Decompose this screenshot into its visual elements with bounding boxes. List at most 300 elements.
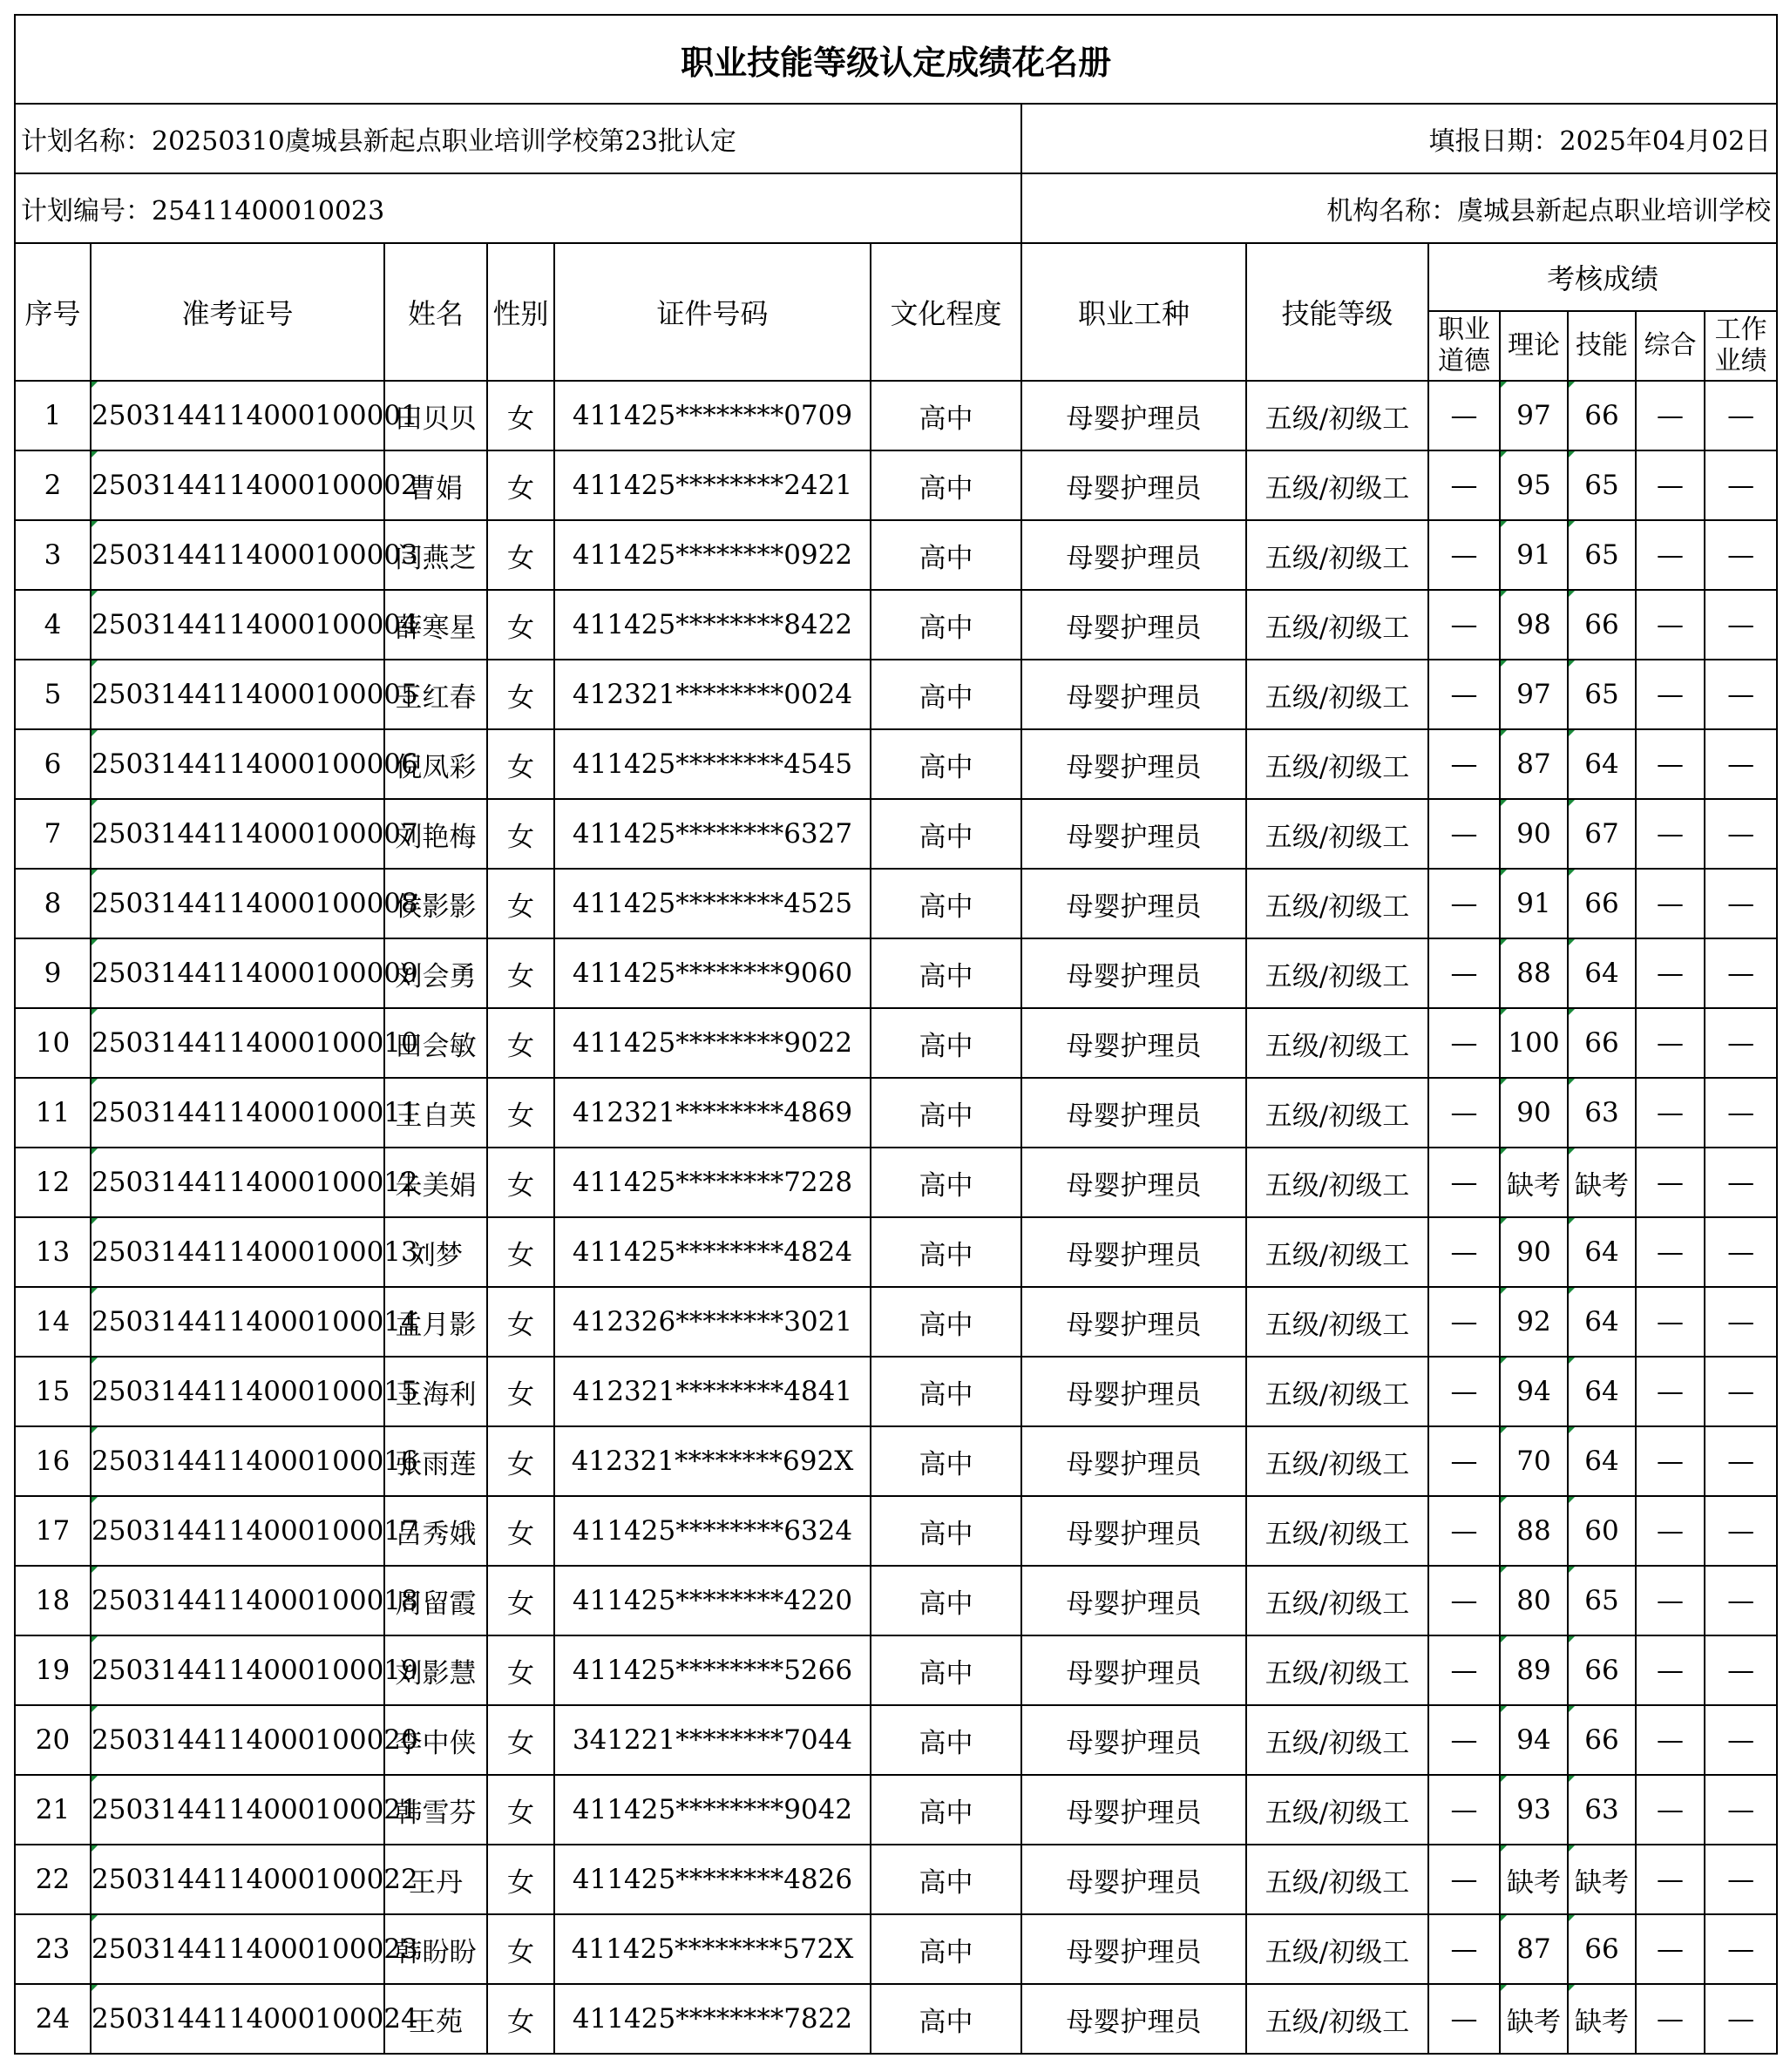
cell-skill: 65: [1568, 450, 1636, 520]
cell-index: 8: [15, 869, 91, 938]
cell-index: 17: [15, 1496, 91, 1566]
cell-occupation: 母婴护理员: [1021, 1984, 1246, 2054]
cell-skill: 65: [1568, 1566, 1636, 1635]
cell-skill: 66: [1568, 1635, 1636, 1705]
cell-ethics: —: [1428, 381, 1500, 450]
cell-name: 孟月影: [384, 1287, 487, 1357]
cell-level: 五级/初级工: [1246, 938, 1428, 1008]
cell-level: 五级/初级工: [1246, 520, 1428, 590]
cell-theory: 90: [1500, 1217, 1568, 1287]
cell-id-number: 411425********572X: [554, 1914, 871, 1984]
cell-skill: 66: [1568, 1705, 1636, 1775]
cell-level: 五级/初级工: [1246, 590, 1428, 660]
cell-name: 张雨莲: [384, 1426, 487, 1496]
cell-gender: 女: [487, 1217, 554, 1287]
cell-performance: —: [1705, 381, 1777, 450]
cell-name: 韩盼盼: [384, 1914, 487, 1984]
cell-ethics: —: [1428, 1566, 1500, 1635]
cell-ethics: —: [1428, 520, 1500, 590]
cell-occupation: 母婴护理员: [1021, 381, 1246, 450]
cell-overall: —: [1636, 869, 1705, 938]
cell-level: 五级/初级工: [1246, 660, 1428, 729]
cell-level: 五级/初级工: [1246, 1287, 1428, 1357]
cell-name: 倪凤彩: [384, 729, 487, 799]
cell-performance: —: [1705, 869, 1777, 938]
cell-skill: 64: [1568, 1426, 1636, 1496]
plan-number: 计划编号：25411400010023: [15, 173, 1021, 243]
cell-index: 6: [15, 729, 91, 799]
cell-skill: 63: [1568, 1775, 1636, 1845]
cell-id-number: 412321********692X: [554, 1426, 871, 1496]
cell-occupation: 母婴护理员: [1021, 660, 1246, 729]
cell-index: 11: [15, 1078, 91, 1148]
cell-performance: —: [1705, 1566, 1777, 1635]
cell-theory: 100: [1500, 1008, 1568, 1078]
cell-id-number: 411425********8422: [554, 590, 871, 660]
cell-index: 20: [15, 1705, 91, 1775]
table-row: [15, 1635, 1777, 1705]
cell-name: 闫燕芝: [384, 520, 487, 590]
cell-occupation: 母婴护理员: [1021, 450, 1246, 520]
cell-skill: 60: [1568, 1496, 1636, 1566]
cell-skill: 64: [1568, 1357, 1636, 1426]
header-ticket: 准考证号: [91, 243, 384, 381]
cell-overall: —: [1636, 1357, 1705, 1426]
cell-ticket: 2503144114000100017: [91, 1496, 384, 1566]
cell-id-number: 341221********7044: [554, 1705, 871, 1775]
cell-gender: 女: [487, 1984, 554, 2054]
cell-performance: —: [1705, 1357, 1777, 1426]
cell-ethics: —: [1428, 450, 1500, 520]
cell-index: 24: [15, 1984, 91, 2054]
cell-id-number: 411425********7228: [554, 1148, 871, 1217]
cell-ethics: —: [1428, 1426, 1500, 1496]
cell-education: 高中: [871, 1008, 1021, 1078]
cell-ethics: —: [1428, 1008, 1500, 1078]
cell-name: 田会敏: [384, 1008, 487, 1078]
cell-name: 李中侠: [384, 1705, 487, 1775]
cell-education: 高中: [871, 1914, 1021, 1984]
cell-performance: —: [1705, 1496, 1777, 1566]
cell-index: 3: [15, 520, 91, 590]
org-name: 机构名称：虞城县新起点职业培训学校: [1021, 173, 1777, 243]
cell-overall: —: [1636, 1914, 1705, 1984]
cell-theory: 97: [1500, 660, 1568, 729]
cell-gender: 女: [487, 1426, 554, 1496]
cell-id-number: 411425********7822: [554, 1984, 871, 2054]
cell-theory: 92: [1500, 1287, 1568, 1357]
cell-education: 高中: [871, 1775, 1021, 1845]
cell-gender: 女: [487, 1845, 554, 1914]
cell-level: 五级/初级工: [1246, 1148, 1428, 1217]
cell-occupation: 母婴护理员: [1021, 938, 1246, 1008]
cell-id-number: 411425********9042: [554, 1775, 871, 1845]
cell-theory: 88: [1500, 938, 1568, 1008]
header-occupation: 职业工种: [1021, 243, 1246, 381]
cell-performance: —: [1705, 1845, 1777, 1914]
page-title: 职业技能等级认定成绩花名册: [15, 15, 1777, 104]
cell-name: 侯影影: [384, 869, 487, 938]
cell-level: 五级/初级工: [1246, 729, 1428, 799]
cell-id-number: 412326********3021: [554, 1287, 871, 1357]
cell-occupation: 母婴护理员: [1021, 1705, 1246, 1775]
cell-gender: 女: [487, 1078, 554, 1148]
cell-ethics: —: [1428, 938, 1500, 1008]
cell-name: 刘影慧: [384, 1635, 487, 1705]
cell-performance: —: [1705, 1705, 1777, 1775]
cell-skill: 66: [1568, 590, 1636, 660]
cell-ethics: —: [1428, 1705, 1500, 1775]
table-row: [15, 1357, 1777, 1426]
cell-overall: —: [1636, 381, 1705, 450]
cell-ticket: 2503144114000100015: [91, 1357, 384, 1426]
header-level: 技能等级: [1246, 243, 1428, 381]
cell-ethics: —: [1428, 1496, 1500, 1566]
cell-education: 高中: [871, 1078, 1021, 1148]
cell-theory: 缺考: [1500, 1845, 1568, 1914]
cell-education: 高中: [871, 520, 1021, 590]
table-row: [15, 450, 1777, 520]
cell-theory: 87: [1500, 1914, 1568, 1984]
cell-overall: —: [1636, 660, 1705, 729]
header-gender: 性别: [487, 243, 554, 381]
cell-level: 五级/初级工: [1246, 1775, 1428, 1845]
cell-gender: 女: [487, 1148, 554, 1217]
cell-ticket: 2503144114000100022: [91, 1845, 384, 1914]
cell-gender: 女: [487, 1775, 554, 1845]
cell-education: 高中: [871, 1845, 1021, 1914]
cell-gender: 女: [487, 590, 554, 660]
cell-skill: 67: [1568, 799, 1636, 869]
cell-id-number: 412321********0024: [554, 660, 871, 729]
cell-education: 高中: [871, 799, 1021, 869]
cell-level: 五级/初级工: [1246, 1984, 1428, 2054]
cell-education: 高中: [871, 1635, 1021, 1705]
cell-name: 王丹: [384, 1845, 487, 1914]
cell-education: 高中: [871, 381, 1021, 450]
cell-education: 高中: [871, 1287, 1021, 1357]
cell-gender: 女: [487, 729, 554, 799]
cell-skill: 66: [1568, 1008, 1636, 1078]
cell-ticket: 2503144114000100003: [91, 520, 384, 590]
cell-education: 高中: [871, 450, 1021, 520]
cell-occupation: 母婴护理员: [1021, 1078, 1246, 1148]
cell-id-number: 411425********4826: [554, 1845, 871, 1914]
cell-level: 五级/初级工: [1246, 1705, 1428, 1775]
cell-performance: —: [1705, 1148, 1777, 1217]
cell-education: 高中: [871, 729, 1021, 799]
table-row: [15, 660, 1777, 729]
cell-ethics: —: [1428, 869, 1500, 938]
cell-education: 高中: [871, 1496, 1021, 1566]
cell-name: 王苑: [384, 1984, 487, 2054]
cell-performance: —: [1705, 590, 1777, 660]
cell-theory: 缺考: [1500, 1984, 1568, 2054]
cell-theory: 97: [1500, 381, 1568, 450]
cell-ticket: 2503144114000100001: [91, 381, 384, 450]
cell-id-number: 411425********2421: [554, 450, 871, 520]
cell-overall: —: [1636, 1217, 1705, 1287]
cell-index: 2: [15, 450, 91, 520]
cell-education: 高中: [871, 1566, 1021, 1635]
table-row: [15, 1845, 1777, 1914]
cell-skill: 64: [1568, 1217, 1636, 1287]
cell-level: 五级/初级工: [1246, 1426, 1428, 1496]
cell-name: 田贝贝: [384, 381, 487, 450]
cell-performance: —: [1705, 1914, 1777, 1984]
cell-theory: 95: [1500, 450, 1568, 520]
cell-education: 高中: [871, 1426, 1021, 1496]
cell-ticket: 2503144114000100011: [91, 1078, 384, 1148]
cell-occupation: 母婴护理员: [1021, 1008, 1246, 1078]
cell-ticket: 2503144114000100014: [91, 1287, 384, 1357]
cell-theory: 91: [1500, 869, 1568, 938]
cell-ticket: 2503144114000100023: [91, 1914, 384, 1984]
cell-index: 12: [15, 1148, 91, 1217]
header-performance: 工作业绩: [1705, 311, 1777, 381]
cell-performance: —: [1705, 799, 1777, 869]
cell-overall: —: [1636, 520, 1705, 590]
cell-index: 13: [15, 1217, 91, 1287]
cell-theory: 94: [1500, 1357, 1568, 1426]
cell-index: 18: [15, 1566, 91, 1635]
cell-index: 9: [15, 938, 91, 1008]
cell-name: 朱美娟: [384, 1148, 487, 1217]
cell-level: 五级/初级工: [1246, 1217, 1428, 1287]
cell-skill: 65: [1568, 660, 1636, 729]
cell-ticket: 2503144114000100008: [91, 869, 384, 938]
cell-level: 五级/初级工: [1246, 869, 1428, 938]
cell-ethics: —: [1428, 660, 1500, 729]
cell-ticket: 2503144114000100004: [91, 590, 384, 660]
cell-occupation: 母婴护理员: [1021, 590, 1246, 660]
cell-ethics: —: [1428, 799, 1500, 869]
cell-skill: 66: [1568, 1914, 1636, 1984]
cell-ticket: 2503144114000100007: [91, 799, 384, 869]
cell-name: 韩雪芬: [384, 1775, 487, 1845]
cell-occupation: 母婴护理员: [1021, 1845, 1246, 1914]
cell-gender: 女: [487, 1496, 554, 1566]
table-row: [15, 938, 1777, 1008]
cell-gender: 女: [487, 1566, 554, 1635]
cell-theory: 缺考: [1500, 1148, 1568, 1217]
header-scores: 考核成绩: [1428, 243, 1777, 311]
cell-theory: 80: [1500, 1566, 1568, 1635]
cell-gender: 女: [487, 799, 554, 869]
cell-theory: 90: [1500, 799, 1568, 869]
cell-overall: —: [1636, 1496, 1705, 1566]
cell-index: 21: [15, 1775, 91, 1845]
cell-performance: —: [1705, 1008, 1777, 1078]
cell-id-number: 411425********9060: [554, 938, 871, 1008]
table-row: [15, 381, 1777, 450]
cell-education: 高中: [871, 938, 1021, 1008]
table-row: [15, 1775, 1777, 1845]
cell-overall: —: [1636, 1008, 1705, 1078]
cell-performance: —: [1705, 520, 1777, 590]
cell-performance: —: [1705, 660, 1777, 729]
cell-overall: —: [1636, 1845, 1705, 1914]
cell-theory: 93: [1500, 1775, 1568, 1845]
table-row: [15, 1078, 1777, 1148]
table-row: [15, 869, 1777, 938]
cell-name: 吕秀娥: [384, 1496, 487, 1566]
cell-skill: 缺考: [1568, 1984, 1636, 2054]
cell-id-number: 411425********6327: [554, 799, 871, 869]
cell-education: 高中: [871, 1148, 1021, 1217]
cell-id-number: 412321********4841: [554, 1357, 871, 1426]
cell-occupation: 母婴护理员: [1021, 1287, 1246, 1357]
cell-ethics: —: [1428, 1078, 1500, 1148]
cell-gender: 女: [487, 1287, 554, 1357]
cell-occupation: 母婴护理员: [1021, 1775, 1246, 1845]
cell-performance: —: [1705, 1217, 1777, 1287]
cell-theory: 90: [1500, 1078, 1568, 1148]
cell-id-number: 411425********5266: [554, 1635, 871, 1705]
cell-education: 高中: [871, 590, 1021, 660]
table-row: [15, 799, 1777, 869]
cell-performance: —: [1705, 1635, 1777, 1705]
cell-education: 高中: [871, 1217, 1021, 1287]
cell-performance: —: [1705, 729, 1777, 799]
cell-index: 4: [15, 590, 91, 660]
cell-theory: 88: [1500, 1496, 1568, 1566]
cell-occupation: 母婴护理员: [1021, 869, 1246, 938]
cell-index: 22: [15, 1845, 91, 1914]
cell-index: 1: [15, 381, 91, 450]
cell-ticket: 2503144114000100018: [91, 1566, 384, 1635]
cell-theory: 94: [1500, 1705, 1568, 1775]
cell-level: 五级/初级工: [1246, 1008, 1428, 1078]
cell-gender: 女: [487, 1008, 554, 1078]
cell-overall: —: [1636, 1705, 1705, 1775]
cell-level: 五级/初级工: [1246, 1496, 1428, 1566]
cell-theory: 89: [1500, 1635, 1568, 1705]
cell-name: 薛寒星: [384, 590, 487, 660]
cell-ticket: 2503144114000100009: [91, 938, 384, 1008]
table-row: [15, 1008, 1777, 1078]
cell-performance: —: [1705, 1775, 1777, 1845]
cell-ethics: —: [1428, 1845, 1500, 1914]
table-row: [15, 520, 1777, 590]
cell-gender: 女: [487, 381, 554, 450]
cell-level: 五级/初级工: [1246, 1845, 1428, 1914]
cell-index: 14: [15, 1287, 91, 1357]
cell-education: 高中: [871, 869, 1021, 938]
header-skill: 技能: [1568, 311, 1636, 381]
cell-name: 王自英: [384, 1078, 487, 1148]
header-name: 姓名: [384, 243, 487, 381]
table-row: [15, 1705, 1777, 1775]
cell-overall: —: [1636, 938, 1705, 1008]
cell-index: 19: [15, 1635, 91, 1705]
cell-ticket: 2503144114000100019: [91, 1635, 384, 1705]
cell-overall: —: [1636, 799, 1705, 869]
cell-id-number: 411425********4824: [554, 1217, 871, 1287]
cell-ticket: 2503144114000100024: [91, 1984, 384, 2054]
cell-id-number: 411425********9022: [554, 1008, 871, 1078]
table-row: [15, 1426, 1777, 1496]
cell-level: 五级/初级工: [1246, 1566, 1428, 1635]
cell-ticket: 2503144114000100005: [91, 660, 384, 729]
cell-occupation: 母婴护理员: [1021, 1635, 1246, 1705]
cell-ethics: —: [1428, 1148, 1500, 1217]
cell-occupation: 母婴护理员: [1021, 520, 1246, 590]
table-body: [15, 381, 1777, 2054]
cell-ethics: —: [1428, 1914, 1500, 1984]
cell-gender: 女: [487, 1357, 554, 1426]
cell-overall: —: [1636, 450, 1705, 520]
cell-index: 16: [15, 1426, 91, 1496]
cell-overall: —: [1636, 1078, 1705, 1148]
cell-overall: —: [1636, 1426, 1705, 1496]
cell-occupation: 母婴护理员: [1021, 1148, 1246, 1217]
cell-occupation: 母婴护理员: [1021, 1566, 1246, 1635]
cell-ticket: 2503144114000100016: [91, 1426, 384, 1496]
cell-ethics: —: [1428, 1635, 1500, 1705]
cell-name: 周留霞: [384, 1566, 487, 1635]
cell-occupation: 母婴护理员: [1021, 799, 1246, 869]
cell-gender: 女: [487, 450, 554, 520]
cell-ethics: —: [1428, 1775, 1500, 1845]
cell-level: 五级/初级工: [1246, 1635, 1428, 1705]
cell-id-number: 412321********4869: [554, 1078, 871, 1148]
cell-id-number: 411425********4545: [554, 729, 871, 799]
cell-ticket: 2503144114000100002: [91, 450, 384, 520]
cell-ethics: —: [1428, 1217, 1500, 1287]
cell-performance: —: [1705, 1426, 1777, 1496]
cell-occupation: 母婴护理员: [1021, 1496, 1246, 1566]
cell-occupation: 母婴护理员: [1021, 729, 1246, 799]
cell-overall: —: [1636, 729, 1705, 799]
cell-level: 五级/初级工: [1246, 1914, 1428, 1984]
cell-overall: —: [1636, 1148, 1705, 1217]
cell-id-number: 411425********4220: [554, 1566, 871, 1635]
table-row: [15, 1496, 1777, 1566]
cell-skill: 64: [1568, 938, 1636, 1008]
header-education: 文化程度: [871, 243, 1021, 381]
cell-occupation: 母婴护理员: [1021, 1217, 1246, 1287]
header-id-number: 证件号码: [554, 243, 871, 381]
cell-index: 7: [15, 799, 91, 869]
table-row: [15, 729, 1777, 799]
cell-ticket: 2503144114000100010: [91, 1008, 384, 1078]
cell-overall: —: [1636, 1566, 1705, 1635]
cell-occupation: 母婴护理员: [1021, 1426, 1246, 1496]
header-theory: 理论: [1500, 311, 1568, 381]
table-row: [15, 1217, 1777, 1287]
cell-index: 23: [15, 1914, 91, 1984]
cell-gender: 女: [487, 1635, 554, 1705]
cell-theory: 91: [1500, 520, 1568, 590]
cell-skill: 缺考: [1568, 1148, 1636, 1217]
cell-overall: —: [1636, 1635, 1705, 1705]
cell-name: 刘会勇: [384, 938, 487, 1008]
cell-theory: 70: [1500, 1426, 1568, 1496]
table-row: [15, 1287, 1777, 1357]
table-row: [15, 590, 1777, 660]
cell-level: 五级/初级工: [1246, 799, 1428, 869]
cell-name: 王红春: [384, 660, 487, 729]
cell-ethics: —: [1428, 590, 1500, 660]
cell-performance: —: [1705, 450, 1777, 520]
cell-skill: 65: [1568, 520, 1636, 590]
cell-occupation: 母婴护理员: [1021, 1914, 1246, 1984]
cell-overall: —: [1636, 590, 1705, 660]
table-row: [15, 1984, 1777, 2054]
cell-name: 王海利: [384, 1357, 487, 1426]
cell-education: 高中: [871, 1705, 1021, 1775]
